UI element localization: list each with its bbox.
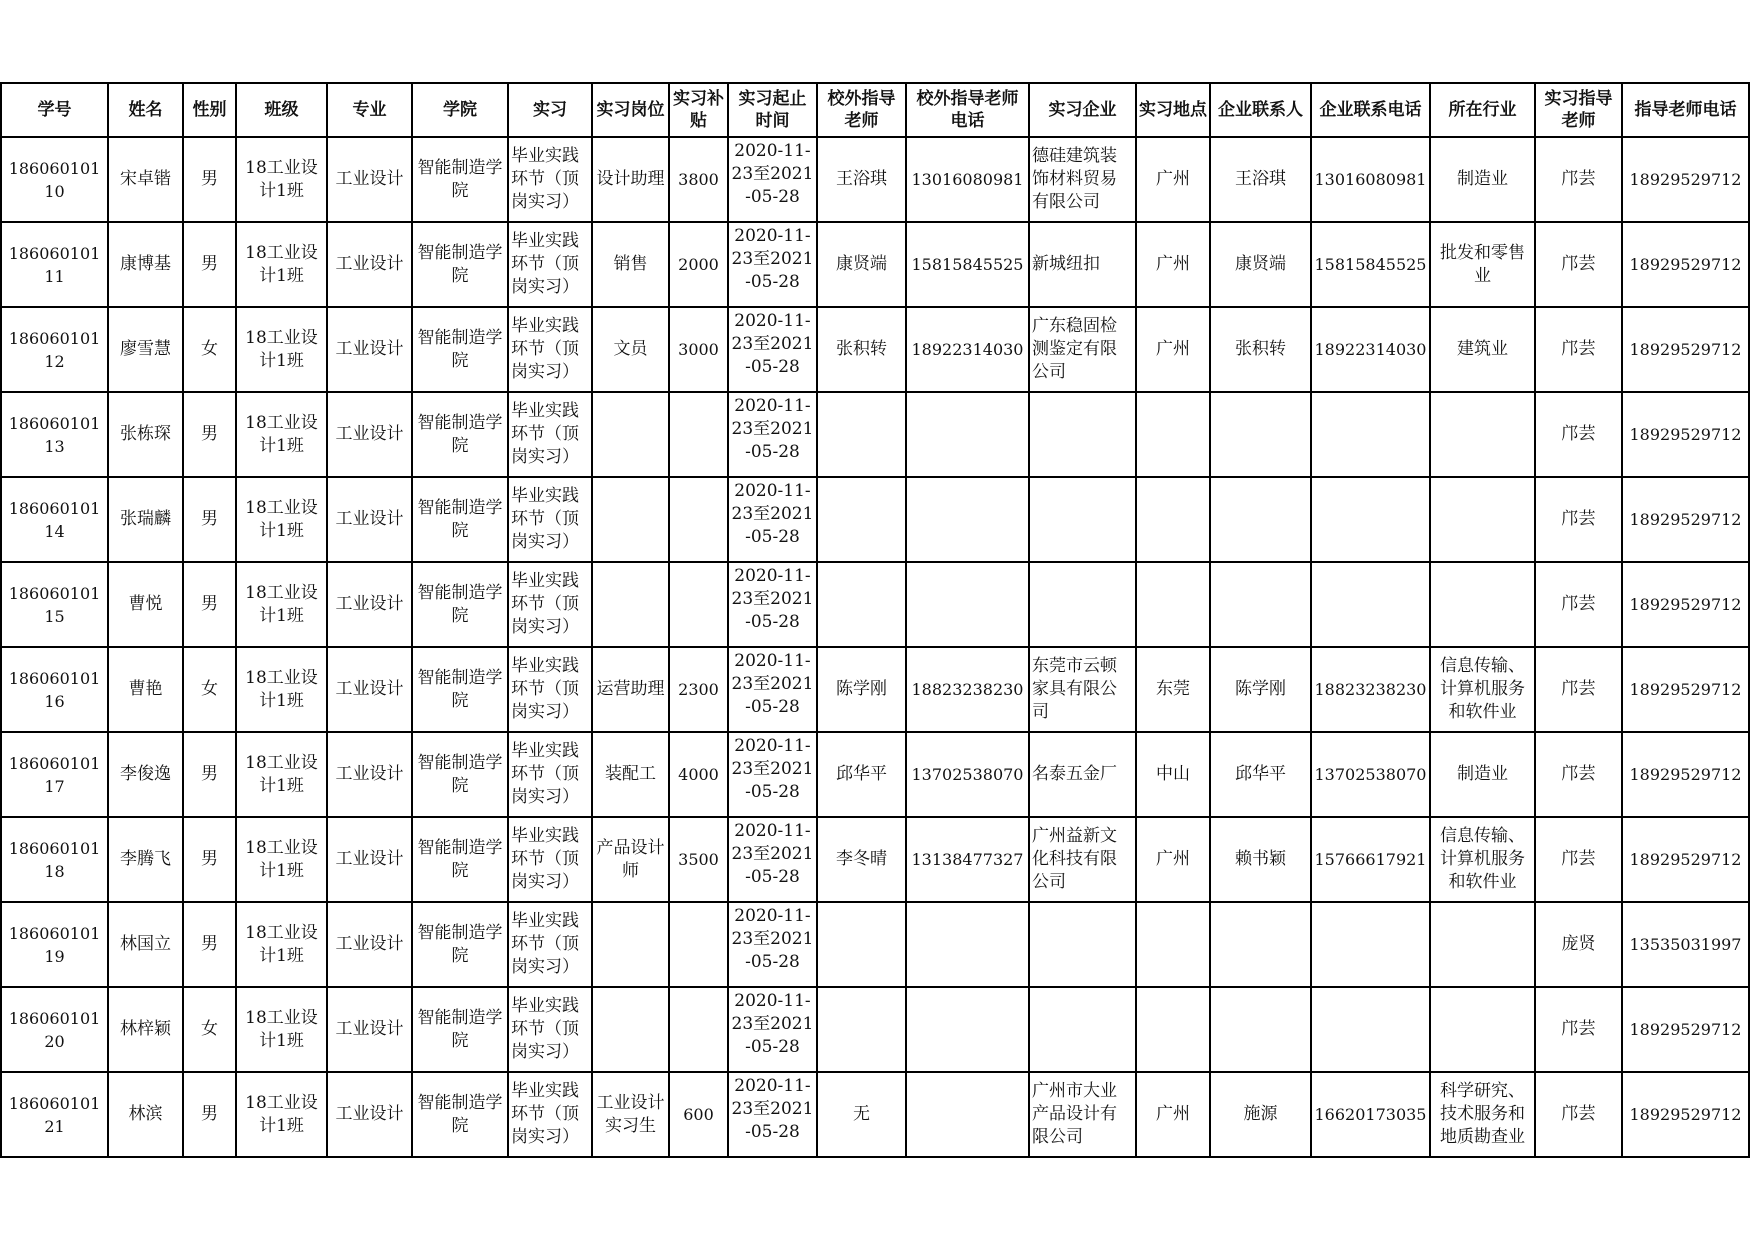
instructor-phone-cell: 18929529712 bbox=[1622, 1072, 1749, 1157]
major-cell: 工业设计 bbox=[327, 732, 412, 817]
period-text: 2020-11-23至2021-05-28 bbox=[731, 991, 814, 1057]
student-id-cell: 18606010120 bbox=[1, 987, 108, 1072]
external-teacher-cell bbox=[817, 987, 906, 1072]
company-cell bbox=[1029, 562, 1136, 647]
location-cell: 中山 bbox=[1136, 732, 1210, 817]
table-row bbox=[1, 902, 1749, 987]
industry-cell: 制造业 bbox=[1430, 137, 1535, 222]
company-contact-cell bbox=[1210, 477, 1311, 562]
external-teacher-phone-cell bbox=[906, 477, 1029, 562]
header-period: 实习起止时间 bbox=[728, 83, 817, 137]
header-name: 姓名 bbox=[108, 83, 183, 137]
instructor-cell: 邝芸 bbox=[1535, 477, 1622, 562]
location-cell: 广州 bbox=[1136, 1072, 1210, 1157]
industry-cell: 信息传输、计算机服务和软件业 bbox=[1430, 647, 1535, 732]
period-cell bbox=[728, 647, 817, 732]
table-row bbox=[1, 1072, 1749, 1157]
company-contact-cell bbox=[1210, 392, 1311, 477]
company-contact-cell bbox=[1210, 562, 1311, 647]
class-cell: 18工业设计1班 bbox=[236, 392, 327, 477]
gender-cell: 男 bbox=[183, 1072, 236, 1157]
external-teacher-cell bbox=[817, 392, 906, 477]
external-teacher-cell: 邱华平 bbox=[817, 732, 906, 817]
header-industry: 所在行业 bbox=[1430, 83, 1535, 137]
period-cell bbox=[728, 307, 817, 392]
class-cell: 18工业设计1班 bbox=[236, 987, 327, 1072]
gender-cell: 女 bbox=[183, 647, 236, 732]
instructor-phone-cell: 13535031997 bbox=[1622, 902, 1749, 987]
company-cell: 广州市大业产品设计有限公司 bbox=[1029, 1072, 1136, 1157]
location-cell: 广州 bbox=[1136, 137, 1210, 222]
period-text: 2020-11-23至2021-05-28 bbox=[731, 311, 814, 377]
company-phone-cell bbox=[1311, 562, 1430, 647]
instructor-phone-cell: 18929529712 bbox=[1622, 222, 1749, 307]
period-text: 2020-11-23至2021-05-28 bbox=[731, 1076, 814, 1142]
external-teacher-phone-cell: 15815845525 bbox=[906, 222, 1029, 307]
location-cell bbox=[1136, 902, 1210, 987]
external-teacher-cell bbox=[817, 477, 906, 562]
external-teacher-cell bbox=[817, 562, 906, 647]
industry-cell bbox=[1430, 477, 1535, 562]
location-cell: 广州 bbox=[1136, 307, 1210, 392]
company-cell bbox=[1029, 392, 1136, 477]
instructor-cell: 邝芸 bbox=[1535, 732, 1622, 817]
company-phone-cell bbox=[1311, 902, 1430, 987]
company-contact-cell: 康贤端 bbox=[1210, 222, 1311, 307]
industry-cell: 建筑业 bbox=[1430, 307, 1535, 392]
student-name-cell: 康博基 bbox=[108, 222, 183, 307]
external-teacher-cell: 李冬晴 bbox=[817, 817, 906, 902]
period-text: 2020-11-23至2021-05-28 bbox=[731, 396, 814, 462]
external-teacher-cell: 陈学刚 bbox=[817, 647, 906, 732]
internship-cell: 毕业实践环节（顶岗实习） bbox=[508, 647, 592, 732]
gender-cell: 女 bbox=[183, 307, 236, 392]
table-row bbox=[1, 987, 1749, 1072]
instructor-phone-cell: 18929529712 bbox=[1622, 987, 1749, 1072]
class-cell: 18工业设计1班 bbox=[236, 477, 327, 562]
student-name-cell: 曹艳 bbox=[108, 647, 183, 732]
subsidy-cell bbox=[669, 392, 728, 477]
industry-cell: 信息传输、计算机服务和软件业 bbox=[1430, 817, 1535, 902]
header-student-id: 学号 bbox=[1, 83, 108, 137]
instructor-cell: 邝芸 bbox=[1535, 647, 1622, 732]
major-cell: 工业设计 bbox=[327, 647, 412, 732]
gender-cell: 男 bbox=[183, 562, 236, 647]
company-phone-cell bbox=[1311, 987, 1430, 1072]
industry-cell bbox=[1430, 562, 1535, 647]
table-row bbox=[1, 222, 1749, 307]
class-cell: 18工业设计1班 bbox=[236, 562, 327, 647]
company-cell: 德硅建筑装饰材料贸易有限公司 bbox=[1029, 137, 1136, 222]
subsidy-cell: 3000 bbox=[669, 307, 728, 392]
period-text: 2020-11-23至2021-05-28 bbox=[731, 226, 814, 292]
company-cell bbox=[1029, 902, 1136, 987]
company-contact-cell bbox=[1210, 902, 1311, 987]
college-cell: 智能制造学院 bbox=[412, 1072, 508, 1157]
company-phone-cell bbox=[1311, 477, 1430, 562]
internship-cell: 毕业实践环节（顶岗实习） bbox=[508, 307, 592, 392]
position-cell: 运营助理 bbox=[592, 647, 669, 732]
class-cell: 18工业设计1班 bbox=[236, 222, 327, 307]
header-external-teacher-phone: 校外指导老师电话 bbox=[906, 83, 1029, 137]
subsidy-cell: 4000 bbox=[669, 732, 728, 817]
subsidy-cell bbox=[669, 902, 728, 987]
period-text: 2020-11-23至2021-05-28 bbox=[731, 651, 814, 717]
external-teacher-phone-cell: 13016080981 bbox=[906, 137, 1029, 222]
subsidy-cell: 3800 bbox=[669, 137, 728, 222]
header-external-teacher: 校外指导老师 bbox=[817, 83, 906, 137]
instructor-phone-cell: 18929529712 bbox=[1622, 307, 1749, 392]
header-internship: 实习 bbox=[508, 83, 592, 137]
major-cell: 工业设计 bbox=[327, 1072, 412, 1157]
college-cell: 智能制造学院 bbox=[412, 987, 508, 1072]
college-cell: 智能制造学院 bbox=[412, 477, 508, 562]
student-id-cell: 18606010111 bbox=[1, 222, 108, 307]
company-contact-cell: 邱华平 bbox=[1210, 732, 1311, 817]
period-cell bbox=[728, 222, 817, 307]
external-teacher-phone-cell bbox=[906, 562, 1029, 647]
table-row bbox=[1, 137, 1749, 222]
position-cell: 产品设计师 bbox=[592, 817, 669, 902]
company-cell: 名泰五金厂 bbox=[1029, 732, 1136, 817]
internship-cell: 毕业实践环节（顶岗实习） bbox=[508, 477, 592, 562]
external-teacher-phone-cell bbox=[906, 902, 1029, 987]
industry-cell bbox=[1430, 392, 1535, 477]
class-cell: 18工业设计1班 bbox=[236, 732, 327, 817]
subsidy-cell: 3500 bbox=[669, 817, 728, 902]
header-college: 学院 bbox=[412, 83, 508, 137]
instructor-cell: 邝芸 bbox=[1535, 987, 1622, 1072]
position-cell: 装配工 bbox=[592, 732, 669, 817]
student-name-cell: 林滨 bbox=[108, 1072, 183, 1157]
student-name-cell: 林梓颖 bbox=[108, 987, 183, 1072]
instructor-phone-cell: 18929529712 bbox=[1622, 392, 1749, 477]
gender-cell: 男 bbox=[183, 732, 236, 817]
position-cell bbox=[592, 987, 669, 1072]
class-cell: 18工业设计1班 bbox=[236, 1072, 327, 1157]
company-cell bbox=[1029, 987, 1136, 1072]
period-cell bbox=[728, 477, 817, 562]
period-text: 2020-11-23至2021-05-28 bbox=[731, 141, 814, 207]
instructor-cell: 庞贤 bbox=[1535, 902, 1622, 987]
subsidy-cell: 600 bbox=[669, 1072, 728, 1157]
external-teacher-phone-cell: 18823238230 bbox=[906, 647, 1029, 732]
company-cell bbox=[1029, 477, 1136, 562]
internship-cell: 毕业实践环节（顶岗实习） bbox=[508, 1072, 592, 1157]
company-contact-cell: 王浴琪 bbox=[1210, 137, 1311, 222]
class-cell: 18工业设计1班 bbox=[236, 307, 327, 392]
internship-table bbox=[0, 82, 1750, 1158]
instructor-cell: 邝芸 bbox=[1535, 307, 1622, 392]
position-cell bbox=[592, 562, 669, 647]
external-teacher-cell: 无 bbox=[817, 1072, 906, 1157]
header-location: 实习地点 bbox=[1136, 83, 1210, 137]
position-cell: 销售 bbox=[592, 222, 669, 307]
class-cell: 18工业设计1班 bbox=[236, 817, 327, 902]
position-cell bbox=[592, 392, 669, 477]
external-teacher-phone-cell bbox=[906, 392, 1029, 477]
major-cell: 工业设计 bbox=[327, 987, 412, 1072]
student-id-cell: 18606010113 bbox=[1, 392, 108, 477]
period-cell bbox=[728, 137, 817, 222]
student-name-cell: 廖雪慧 bbox=[108, 307, 183, 392]
gender-cell: 男 bbox=[183, 817, 236, 902]
header-class: 班级 bbox=[236, 83, 327, 137]
header-gender: 性别 bbox=[183, 83, 236, 137]
table-row bbox=[1, 817, 1749, 902]
student-name-cell: 林国立 bbox=[108, 902, 183, 987]
internship-cell: 毕业实践环节（顶岗实习） bbox=[508, 817, 592, 902]
internship-cell: 毕业实践环节（顶岗实习） bbox=[508, 562, 592, 647]
period-text: 2020-11-23至2021-05-28 bbox=[731, 566, 814, 632]
college-cell: 智能制造学院 bbox=[412, 137, 508, 222]
instructor-phone-cell: 18929529712 bbox=[1622, 137, 1749, 222]
position-cell: 工业设计实习生 bbox=[592, 1072, 669, 1157]
major-cell: 工业设计 bbox=[327, 477, 412, 562]
company-contact-cell bbox=[1210, 987, 1311, 1072]
external-teacher-phone-cell: 18922314030 bbox=[906, 307, 1029, 392]
student-id-cell: 18606010118 bbox=[1, 817, 108, 902]
college-cell: 智能制造学院 bbox=[412, 732, 508, 817]
student-name-cell: 李腾飞 bbox=[108, 817, 183, 902]
major-cell: 工业设计 bbox=[327, 307, 412, 392]
instructor-phone-cell: 18929529712 bbox=[1622, 562, 1749, 647]
subsidy-cell: 2000 bbox=[669, 222, 728, 307]
company-cell: 东莞市云顿家具有限公司 bbox=[1029, 647, 1136, 732]
table-row bbox=[1, 307, 1749, 392]
company-phone-cell: 13016080981 bbox=[1311, 137, 1430, 222]
period-cell bbox=[728, 732, 817, 817]
period-text: 2020-11-23至2021-05-28 bbox=[731, 736, 814, 802]
period-text: 2020-11-23至2021-05-28 bbox=[731, 821, 814, 887]
student-id-cell: 18606010117 bbox=[1, 732, 108, 817]
industry-cell: 批发和零售业 bbox=[1430, 222, 1535, 307]
student-id-cell: 18606010115 bbox=[1, 562, 108, 647]
student-id-cell: 18606010114 bbox=[1, 477, 108, 562]
table-row bbox=[1, 562, 1749, 647]
external-teacher-phone-cell: 13138477327 bbox=[906, 817, 1029, 902]
instructor-cell: 邝芸 bbox=[1535, 392, 1622, 477]
location-cell: 广州 bbox=[1136, 222, 1210, 307]
position-cell bbox=[592, 477, 669, 562]
student-name-cell: 宋卓锴 bbox=[108, 137, 183, 222]
college-cell: 智能制造学院 bbox=[412, 222, 508, 307]
period-cell bbox=[728, 987, 817, 1072]
external-teacher-phone-cell bbox=[906, 1072, 1029, 1157]
internship-cell: 毕业实践环节（顶岗实习） bbox=[508, 902, 592, 987]
header-major: 专业 bbox=[327, 83, 412, 137]
header-company-contact: 企业联系人 bbox=[1210, 83, 1311, 137]
company-contact-cell: 施源 bbox=[1210, 1072, 1311, 1157]
header-instructor: 实习指导老师 bbox=[1535, 83, 1622, 137]
college-cell: 智能制造学院 bbox=[412, 392, 508, 477]
position-cell: 文员 bbox=[592, 307, 669, 392]
company-phone-cell: 13702538070 bbox=[1311, 732, 1430, 817]
header-row bbox=[1, 83, 1749, 137]
student-id-cell: 18606010121 bbox=[1, 1072, 108, 1157]
major-cell: 工业设计 bbox=[327, 562, 412, 647]
instructor-phone-cell: 18929529712 bbox=[1622, 732, 1749, 817]
instructor-phone-cell: 18929529712 bbox=[1622, 817, 1749, 902]
gender-cell: 女 bbox=[183, 987, 236, 1072]
major-cell: 工业设计 bbox=[327, 137, 412, 222]
position-cell: 设计助理 bbox=[592, 137, 669, 222]
gender-cell: 男 bbox=[183, 222, 236, 307]
class-cell: 18工业设计1班 bbox=[236, 647, 327, 732]
period-cell bbox=[728, 562, 817, 647]
period-cell bbox=[728, 392, 817, 477]
instructor-phone-cell: 18929529712 bbox=[1622, 647, 1749, 732]
industry-cell bbox=[1430, 902, 1535, 987]
company-contact-cell: 赖书颖 bbox=[1210, 817, 1311, 902]
instructor-cell: 邝芸 bbox=[1535, 222, 1622, 307]
student-name-cell: 李俊逸 bbox=[108, 732, 183, 817]
period-cell bbox=[728, 1072, 817, 1157]
college-cell: 智能制造学院 bbox=[412, 817, 508, 902]
period-cell bbox=[728, 902, 817, 987]
location-cell bbox=[1136, 392, 1210, 477]
table-row bbox=[1, 647, 1749, 732]
header-company: 实习企业 bbox=[1029, 83, 1136, 137]
company-cell: 广东稳固检测鉴定有限公司 bbox=[1029, 307, 1136, 392]
student-name-cell: 张栋琛 bbox=[108, 392, 183, 477]
company-cell: 新城纽扣 bbox=[1029, 222, 1136, 307]
instructor-phone-cell: 18929529712 bbox=[1622, 477, 1749, 562]
gender-cell: 男 bbox=[183, 392, 236, 477]
header-position: 实习岗位 bbox=[592, 83, 669, 137]
company-phone-cell: 18922314030 bbox=[1311, 307, 1430, 392]
company-phone-cell: 15766617921 bbox=[1311, 817, 1430, 902]
college-cell: 智能制造学院 bbox=[412, 647, 508, 732]
industry-cell: 科学研究、技术服务和地质勘查业 bbox=[1430, 1072, 1535, 1157]
internship-cell: 毕业实践环节（顶岗实习） bbox=[508, 732, 592, 817]
internship-cell: 毕业实践环节（顶岗实习） bbox=[508, 222, 592, 307]
company-phone-cell bbox=[1311, 392, 1430, 477]
location-cell bbox=[1136, 987, 1210, 1072]
external-teacher-cell: 康贤端 bbox=[817, 222, 906, 307]
gender-cell: 男 bbox=[183, 902, 236, 987]
instructor-cell: 邝芸 bbox=[1535, 137, 1622, 222]
period-text: 2020-11-23至2021-05-28 bbox=[731, 906, 814, 972]
student-id-cell: 18606010112 bbox=[1, 307, 108, 392]
instructor-cell: 邝芸 bbox=[1535, 1072, 1622, 1157]
subsidy-cell: 2300 bbox=[669, 647, 728, 732]
company-contact-cell: 张积转 bbox=[1210, 307, 1311, 392]
subsidy-cell bbox=[669, 477, 728, 562]
internship-cell: 毕业实践环节（顶岗实习） bbox=[508, 137, 592, 222]
table-row bbox=[1, 732, 1749, 817]
instructor-cell: 邝芸 bbox=[1535, 817, 1622, 902]
header-company-phone: 企业联系电话 bbox=[1311, 83, 1430, 137]
gender-cell: 男 bbox=[183, 477, 236, 562]
company-phone-cell: 16620173035 bbox=[1311, 1072, 1430, 1157]
industry-cell bbox=[1430, 987, 1535, 1072]
industry-cell: 制造业 bbox=[1430, 732, 1535, 817]
external-teacher-phone-cell bbox=[906, 987, 1029, 1072]
internship-cell: 毕业实践环节（顶岗实习） bbox=[508, 392, 592, 477]
table-row bbox=[1, 477, 1749, 562]
location-cell: 东莞 bbox=[1136, 647, 1210, 732]
student-name-cell: 曹悦 bbox=[108, 562, 183, 647]
external-teacher-cell: 张积转 bbox=[817, 307, 906, 392]
location-cell bbox=[1136, 477, 1210, 562]
period-text: 2020-11-23至2021-05-28 bbox=[731, 481, 814, 547]
college-cell: 智能制造学院 bbox=[412, 902, 508, 987]
student-id-cell: 18606010119 bbox=[1, 902, 108, 987]
header-instructor-phone: 指导老师电话 bbox=[1622, 83, 1749, 137]
external-teacher-phone-cell: 13702538070 bbox=[906, 732, 1029, 817]
class-cell: 18工业设计1班 bbox=[236, 902, 327, 987]
company-cell: 广州益新文化科技有限公司 bbox=[1029, 817, 1136, 902]
college-cell: 智能制造学院 bbox=[412, 562, 508, 647]
header-subsidy: 实习补贴 bbox=[669, 83, 728, 137]
instructor-cell: 邝芸 bbox=[1535, 562, 1622, 647]
student-id-cell: 18606010110 bbox=[1, 137, 108, 222]
student-name-cell: 张瑞麟 bbox=[108, 477, 183, 562]
location-cell bbox=[1136, 562, 1210, 647]
major-cell: 工业设计 bbox=[327, 902, 412, 987]
external-teacher-cell bbox=[817, 902, 906, 987]
major-cell: 工业设计 bbox=[327, 392, 412, 477]
position-cell bbox=[592, 902, 669, 987]
company-phone-cell: 15815845525 bbox=[1311, 222, 1430, 307]
subsidy-cell bbox=[669, 987, 728, 1072]
location-cell: 广州 bbox=[1136, 817, 1210, 902]
subsidy-cell bbox=[669, 562, 728, 647]
major-cell: 工业设计 bbox=[327, 222, 412, 307]
table-body bbox=[1, 137, 1749, 1157]
external-teacher-cell: 王浴琪 bbox=[817, 137, 906, 222]
internship-cell: 毕业实践环节（顶岗实习） bbox=[508, 987, 592, 1072]
college-cell: 智能制造学院 bbox=[412, 307, 508, 392]
company-contact-cell: 陈学刚 bbox=[1210, 647, 1311, 732]
table-row bbox=[1, 392, 1749, 477]
major-cell: 工业设计 bbox=[327, 817, 412, 902]
class-cell: 18工业设计1班 bbox=[236, 137, 327, 222]
student-id-cell: 18606010116 bbox=[1, 647, 108, 732]
company-phone-cell: 18823238230 bbox=[1311, 647, 1430, 732]
gender-cell: 男 bbox=[183, 137, 236, 222]
period-cell bbox=[728, 817, 817, 902]
